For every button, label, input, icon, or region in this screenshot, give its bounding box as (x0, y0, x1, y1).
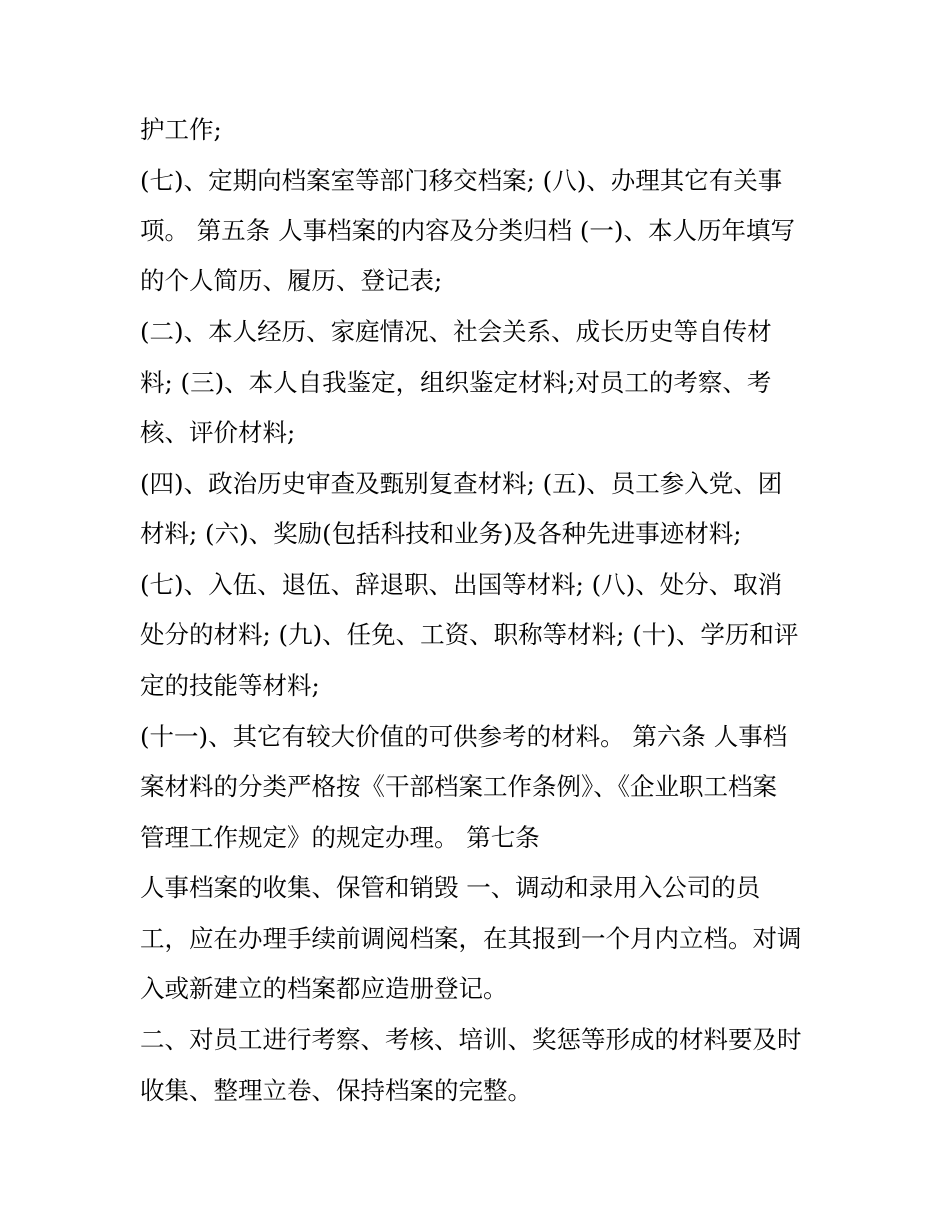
text-line: (七)、入伍、退伍、辞退职、出国等材料; (八)、处分、取消 (140, 570, 783, 599)
text-line: 案材料的分类严格按《干部档案工作条例》、《企业职工档案 (140, 772, 777, 801)
text-line: 核、评价材料; (140, 418, 296, 447)
text-line: 工，应在办理手续前调阅档案，在其报到一个月内立档。对调 (140, 924, 802, 953)
text-line: (四)、政治历史审查及甄别复查材料; (五)、员工参入党、团 (140, 469, 783, 498)
text-line: 收集、整理立卷、保持档案的完整。 (140, 1076, 532, 1105)
text-line: (七)、定期向档案室等部门移交档案; (八)、办理其它有关事 (140, 166, 783, 195)
text-line: (十一)、其它有较大价值的可供参考的材料。 第六条 人事档 (140, 722, 788, 751)
text-line: 人事档案的收集、保管和销毁 一、调动和录用入公司的员 (140, 873, 761, 902)
text-line: 入或新建立的档案都应造册登记。 (140, 974, 508, 1003)
text-line: 材料; (六)、奖励(包括科技和业务)及各种先进事迹材料; (140, 519, 742, 548)
text-line: (二)、本人经历、家庭情况、社会关系、成长历史等自传材 (140, 317, 772, 346)
text-line: 二、对员工进行考察、考核、培训、奖惩等形成的材料要及时 (140, 1025, 802, 1054)
text-line: 料; (三)、本人自我鉴定，组织鉴定材料;对员工的考察、考 (140, 368, 772, 397)
text-line: 处分的材料; (九)、任免、工资、职称等材料; (十)、学历和评 (140, 620, 799, 649)
text-line: 项。 第五条 人事档案的内容及分类归档 (一)、本人历年填写 (140, 216, 795, 245)
text-line: 的个人简历、履历、登记表; (140, 266, 443, 295)
text-line: 护工作; (140, 115, 222, 144)
text-line: 管理工作规定》的规定办理。 第七条 (140, 823, 540, 852)
text-line: 定的技能等材料; (140, 671, 320, 700)
